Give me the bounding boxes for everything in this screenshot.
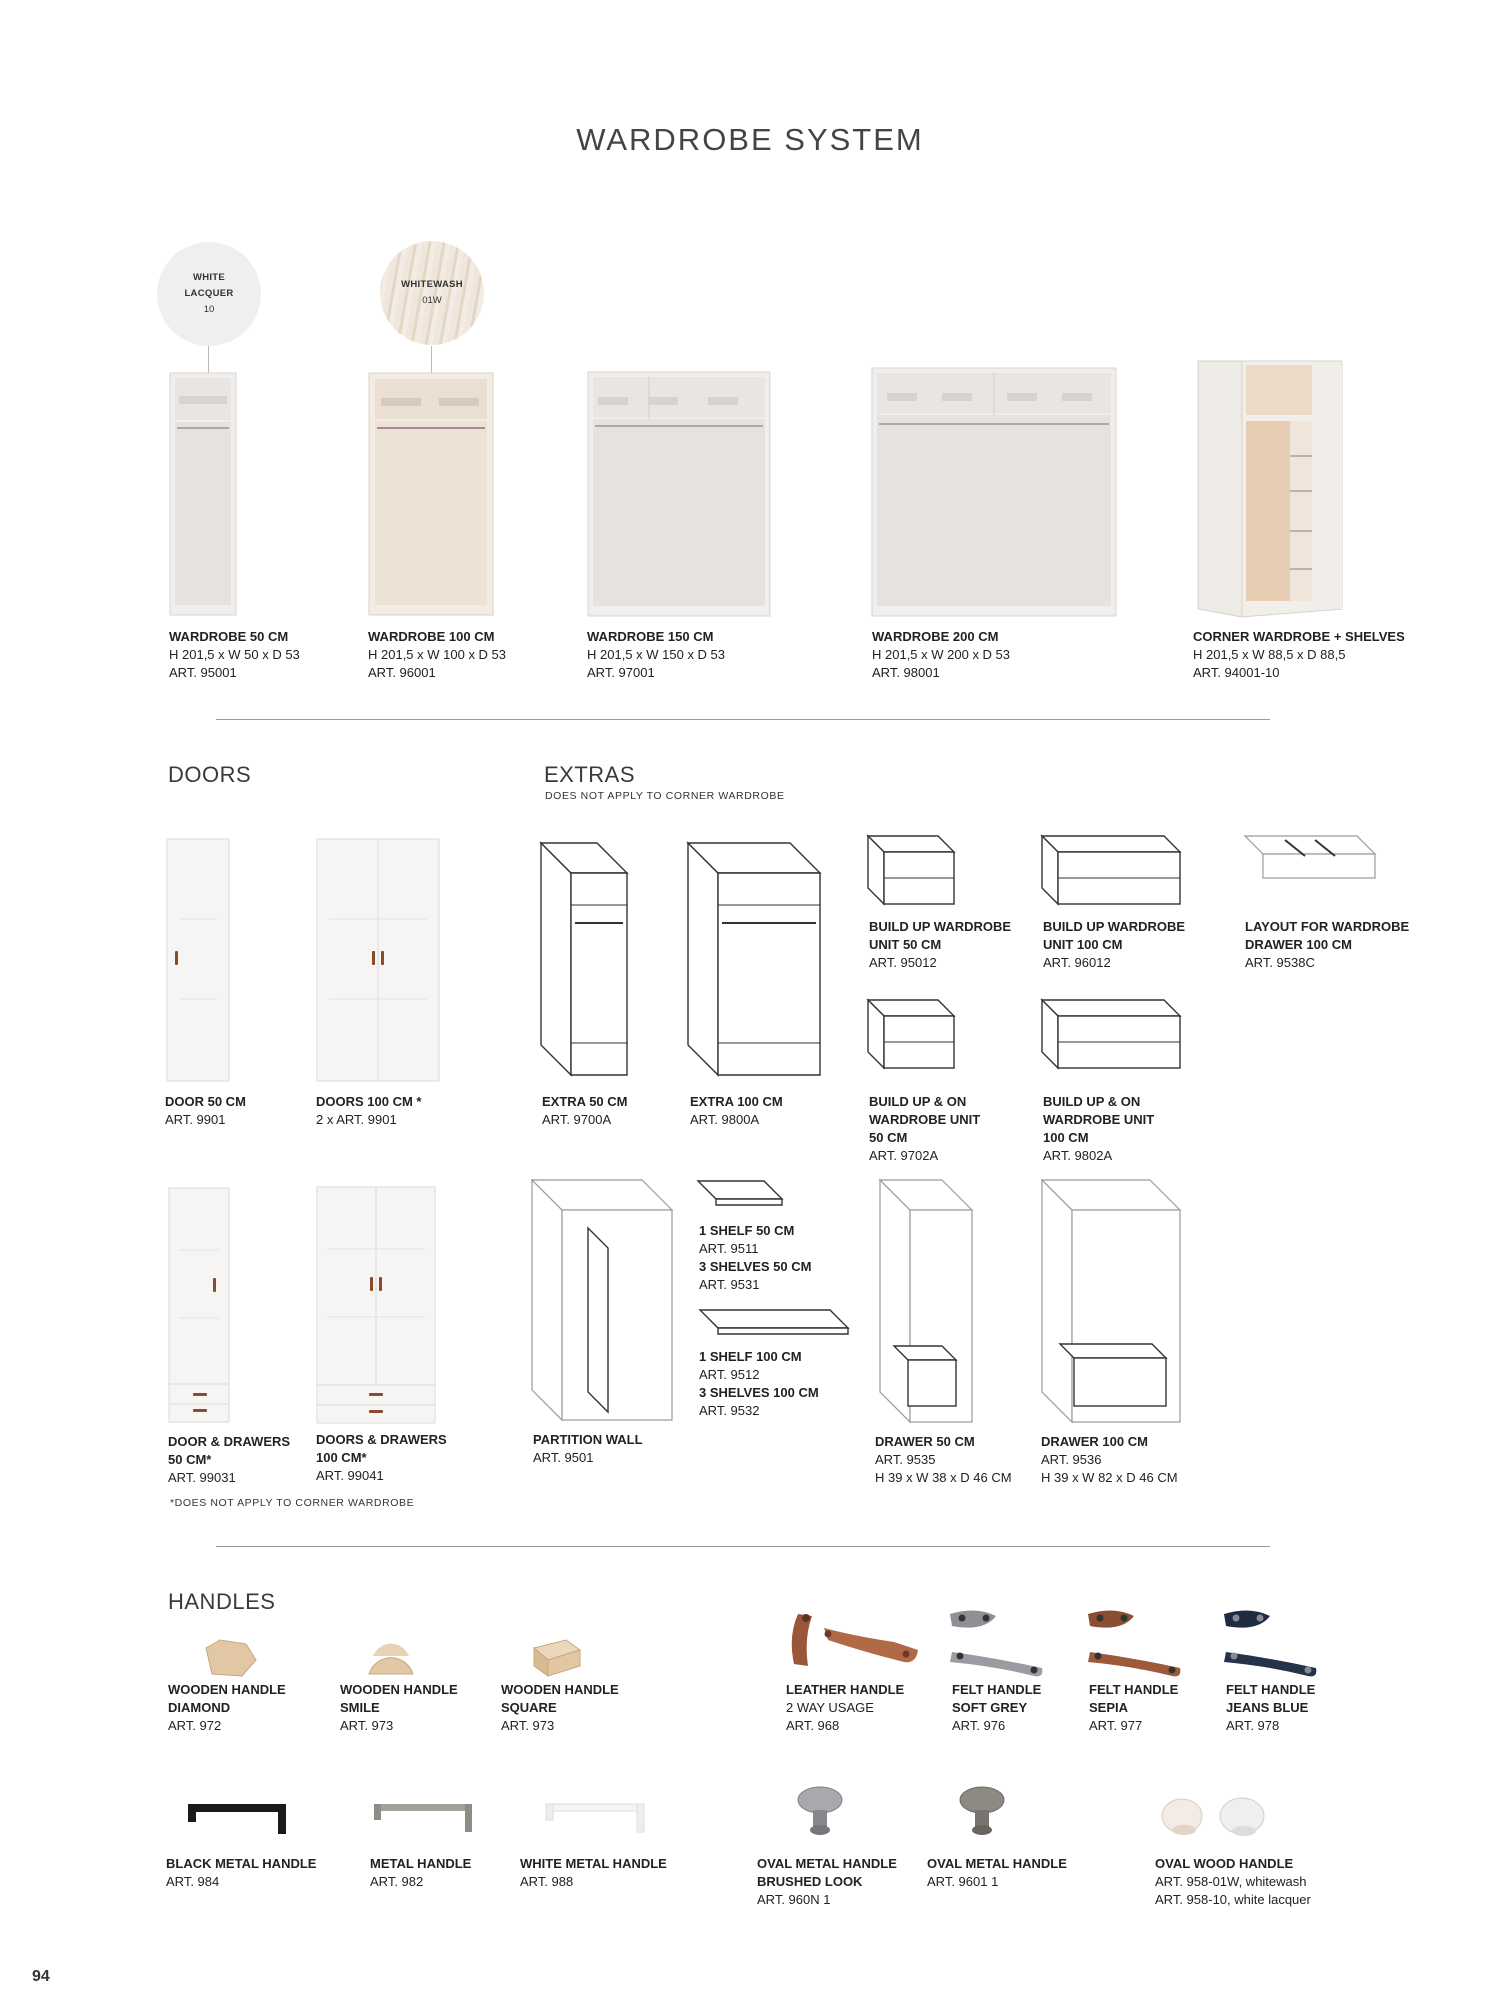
- page-title: WARDROBE SYSTEM: [576, 122, 924, 157]
- product-name: WOODEN HANDLE: [501, 1682, 619, 1697]
- product-dims: H 201,5 x W 200 x D 53: [872, 647, 1011, 662]
- product-art: ART. 9700A: [542, 1112, 612, 1127]
- buildon-50-image: [868, 1000, 954, 1068]
- product-art: ART. 96001: [368, 665, 436, 680]
- extra-caption: [1043, 1093, 1154, 1165]
- product-art: ART. 9800A: [690, 1112, 760, 1127]
- product-art: ART. 973: [501, 1718, 555, 1733]
- doors-100-image: [317, 839, 439, 1081]
- wardrobe-caption: [872, 628, 1010, 682]
- product-name-2: 50 CM*: [168, 1452, 212, 1467]
- swatch-code: 01W: [422, 295, 442, 306]
- extra-caption: [869, 1093, 980, 1165]
- metal-handle-image: [370, 1800, 476, 1836]
- product-art: ART. 94001-10: [1193, 665, 1280, 680]
- swatch-whitewash: [380, 241, 484, 345]
- extra-caption: [690, 1093, 783, 1129]
- swatch-white-lacquer: [157, 242, 261, 346]
- product-art: ART. 960N 1: [757, 1892, 831, 1907]
- product-art: ART. 97001: [587, 665, 655, 680]
- product-art: ART. 977: [1089, 1718, 1143, 1733]
- doors-drawers-100-image: [317, 1187, 435, 1423]
- product-art: ART. 958-01W, whitewash: [1155, 1874, 1307, 1889]
- product-name-2: SOFT GREY: [952, 1700, 1028, 1715]
- product-name: OVAL METAL HANDLE: [927, 1856, 1067, 1871]
- shelf-100-image: [700, 1310, 848, 1344]
- product-name: METAL HANDLE: [370, 1856, 472, 1871]
- extra-caption: [542, 1093, 627, 1129]
- product-art: ART. 9535: [875, 1452, 936, 1467]
- leather-handle-image: [784, 1606, 924, 1670]
- product-name: BUILD UP & ON: [869, 1094, 967, 1109]
- product-name: DOORS 100 CM *: [316, 1094, 422, 1109]
- product-name: DOOR 50 CM: [165, 1094, 246, 1109]
- product-art: ART. 9901: [165, 1112, 226, 1127]
- product-art: ART. 9501: [533, 1450, 594, 1465]
- handle-caption: [927, 1855, 1067, 1891]
- handle-caption: [501, 1681, 619, 1735]
- product-art: ART. 99031: [168, 1470, 236, 1485]
- product-art: ART. 9512: [699, 1367, 760, 1382]
- product-name: OVAL WOOD HANDLE: [1155, 1856, 1294, 1871]
- product-name-2: BRUSHED LOOK: [757, 1874, 863, 1889]
- drawer-50-image: [880, 1180, 972, 1422]
- door-drawers-50-image: [169, 1188, 229, 1422]
- product-name: LAYOUT FOR WARDROBE: [1245, 919, 1410, 934]
- page-number: 94: [32, 1968, 50, 1985]
- product-dims: H 201,5 x W 150 x D 53: [587, 647, 726, 662]
- handle-caption: [1089, 1681, 1178, 1735]
- product-name: DOOR & DRAWERS: [168, 1434, 291, 1449]
- wardrobe-100-image: [369, 373, 493, 615]
- product-art: ART. 9538C: [1245, 955, 1315, 970]
- handle-caption: [1155, 1855, 1311, 1909]
- wooden-handle-smile-image: [367, 1634, 415, 1678]
- product-art: ART. 96012: [1043, 955, 1111, 970]
- product-name: BUILD UP WARDROBE: [1043, 919, 1186, 934]
- wardrobe-caption: [1193, 628, 1405, 682]
- swatch-code: 10: [203, 304, 215, 315]
- doors-heading: DOORS: [168, 762, 252, 787]
- handle-caption: [520, 1855, 667, 1891]
- extra-caption: [875, 1433, 1012, 1487]
- wardrobe-caption: [368, 628, 506, 682]
- product-name: FELT HANDLE: [1089, 1682, 1179, 1697]
- product-name-2: WARDROBE UNIT: [1043, 1112, 1155, 1127]
- product-art: ART. 98001: [872, 665, 940, 680]
- section-divider: [216, 719, 1270, 720]
- wardrobe-200-image: [872, 368, 1116, 616]
- extra-caption: [1043, 918, 1185, 972]
- product-art: ART. 99041: [316, 1468, 384, 1483]
- product-name-2: 100 CM*: [316, 1450, 367, 1465]
- product-art-2: ART. 958-10, white lacquer: [1155, 1892, 1311, 1907]
- product-name-2: UNIT 100 CM: [1043, 937, 1123, 952]
- wardrobe-caption: [587, 628, 725, 682]
- product-name: BLACK METAL HANDLE: [166, 1856, 317, 1871]
- swatch-name-2: LACQUER: [184, 288, 234, 299]
- door-caption: [316, 1093, 421, 1129]
- extra-caption: [699, 1348, 819, 1420]
- layout-drawer-100-image: [1245, 836, 1375, 880]
- extras-subheading: DOES NOT APPLY TO CORNER WARDROBE: [545, 790, 785, 802]
- drawer-100-image: [1042, 1180, 1180, 1422]
- handle-caption: [166, 1855, 316, 1891]
- product-name-3: 100 CM: [1043, 1130, 1089, 1145]
- extra-100-image: [688, 843, 820, 1075]
- oval-metal-handle-image: [958, 1784, 1008, 1840]
- product-art: ART. 976: [952, 1718, 1006, 1733]
- oval-metal-handle-brushed-image: [796, 1784, 846, 1840]
- extra-caption: [533, 1431, 643, 1467]
- product-name: DRAWER 50 CM: [875, 1434, 975, 1449]
- product-name: BUILD UP WARDROBE: [869, 919, 1012, 934]
- swatch-connector: [431, 346, 432, 374]
- door-caption: [168, 1433, 290, 1487]
- handle-caption: [1226, 1681, 1315, 1735]
- product-art: ART. 973: [340, 1718, 394, 1733]
- product-name-2: 3 SHELVES 100 CM: [699, 1385, 819, 1400]
- partition-wall-image: [532, 1180, 672, 1420]
- product-name: WOODEN HANDLE: [340, 1682, 458, 1697]
- handle-caption: [952, 1681, 1041, 1735]
- product-name: 1 SHELF 100 CM: [699, 1349, 802, 1364]
- product-dims: H 39 x W 82 x D 46 CM: [1041, 1470, 1178, 1485]
- product-art: ART. 9702A: [869, 1148, 939, 1163]
- extras-heading: EXTRAS: [544, 762, 636, 787]
- product-art: ART. 95001: [169, 665, 237, 680]
- product-name: PARTITION WALL: [533, 1432, 643, 1447]
- handles-heading: HANDLES: [168, 1589, 276, 1614]
- product-desc: 2 WAY USAGE: [786, 1700, 874, 1715]
- product-name: BUILD UP & ON: [1043, 1094, 1141, 1109]
- buildup-100-image: [1042, 836, 1180, 904]
- doors-footnote: *DOES NOT APPLY TO CORNER WARDROBE: [170, 1497, 415, 1509]
- product-name: CORNER WARDROBE + SHELVES: [1193, 629, 1405, 644]
- product-name: WOODEN HANDLE: [168, 1682, 286, 1697]
- product-name: EXTRA 100 CM: [690, 1094, 783, 1109]
- product-name-2: 3 SHELVES 50 CM: [699, 1259, 812, 1274]
- product-art: 2 x ART. 9901: [316, 1112, 397, 1127]
- extra-caption: [1245, 918, 1409, 972]
- handle-caption: [340, 1681, 458, 1735]
- oval-wood-handle-image: [1160, 1792, 1268, 1840]
- handle-caption: [168, 1681, 286, 1735]
- product-art: ART. 9601 1: [927, 1874, 999, 1889]
- white-metal-handle-image: [542, 1800, 648, 1836]
- product-art: ART. 968: [786, 1718, 840, 1733]
- product-name: FELT HANDLE: [1226, 1682, 1316, 1697]
- product-name-2: SMILE: [340, 1700, 380, 1715]
- wardrobe-caption: [169, 628, 300, 682]
- product-name: EXTRA 50 CM: [542, 1094, 628, 1109]
- wooden-handle-diamond-image: [202, 1638, 258, 1678]
- product-name-2: DIAMOND: [168, 1700, 231, 1715]
- product-name: WARDROBE 50 CM: [169, 629, 289, 644]
- shelf-50-image: [698, 1181, 782, 1215]
- product-name: LEATHER HANDLE: [786, 1682, 905, 1697]
- product-name-2: WARDROBE UNIT: [869, 1112, 981, 1127]
- black-metal-handle-image: [184, 1800, 290, 1836]
- product-name-2: DRAWER 100 CM: [1245, 937, 1352, 952]
- product-dims: H 39 x W 38 x D 46 CM: [875, 1470, 1012, 1485]
- wooden-handle-square-image: [532, 1638, 582, 1678]
- product-name: DRAWER 100 CM: [1041, 1434, 1148, 1449]
- swatch-connector: [208, 346, 209, 374]
- door-caption: [165, 1093, 246, 1129]
- product-art: ART. 9536: [1041, 1452, 1102, 1467]
- door-caption: [316, 1431, 447, 1485]
- handle-caption: [370, 1855, 471, 1891]
- product-art: ART. 9802A: [1043, 1148, 1113, 1163]
- buildup-50-image: [868, 836, 954, 904]
- handle-caption: [786, 1681, 904, 1735]
- product-art-2: ART. 9531: [699, 1277, 760, 1292]
- product-name-2: SQUARE: [501, 1700, 557, 1715]
- product-art: ART. 984: [166, 1874, 220, 1889]
- door-50-image: [167, 839, 229, 1081]
- handle-caption: [757, 1855, 897, 1909]
- product-art-2: ART. 9532: [699, 1403, 760, 1418]
- wardrobe-150-image: [588, 372, 770, 616]
- product-name: WARDROBE 200 CM: [872, 629, 999, 644]
- extra-caption: [869, 918, 1011, 972]
- product-art: ART. 95012: [869, 955, 937, 970]
- felt-handle-jeans-blue-image: [1220, 1606, 1326, 1680]
- product-dims: H 201,5 x W 50 x D 53: [169, 647, 300, 662]
- product-name-2: JEANS BLUE: [1226, 1700, 1309, 1715]
- product-name: WARDROBE 150 CM: [587, 629, 714, 644]
- product-name-3: 50 CM: [869, 1130, 908, 1145]
- product-dims: H 201,5 x W 100 x D 53: [368, 647, 507, 662]
- product-name: WARDROBE 100 CM: [368, 629, 495, 644]
- product-art: ART. 972: [168, 1718, 222, 1733]
- product-name: 1 SHELF 50 CM: [699, 1223, 795, 1238]
- product-art: ART. 978: [1226, 1718, 1280, 1733]
- extra-50-image: [541, 843, 627, 1075]
- product-art: ART. 9511: [699, 1241, 759, 1256]
- extra-caption: [1041, 1433, 1178, 1487]
- product-art: ART. 988: [520, 1874, 574, 1889]
- felt-handle-grey-image: [946, 1606, 1052, 1680]
- product-name: DOORS & DRAWERS: [316, 1432, 447, 1447]
- product-name: OVAL METAL HANDLE: [757, 1856, 897, 1871]
- product-dims: H 201,5 x W 88,5 x D 88,5: [1193, 647, 1346, 662]
- section-divider: [216, 1546, 1270, 1547]
- swatch-name: WHITE: [192, 272, 226, 283]
- extra-caption: [699, 1222, 811, 1294]
- product-name-2: UNIT 50 CM: [869, 937, 942, 952]
- swatch-name: WHITEWASH: [401, 279, 463, 290]
- corner-wardrobe-image: [1198, 361, 1342, 617]
- product-art: ART. 982: [370, 1874, 424, 1889]
- product-name-2: SEPIA: [1089, 1700, 1129, 1715]
- wardrobe-50-image: [170, 373, 236, 615]
- buildon-100-image: [1042, 1000, 1180, 1068]
- felt-handle-sepia-image: [1084, 1606, 1190, 1680]
- product-name: WHITE METAL HANDLE: [520, 1856, 667, 1871]
- product-name: FELT HANDLE: [952, 1682, 1042, 1697]
